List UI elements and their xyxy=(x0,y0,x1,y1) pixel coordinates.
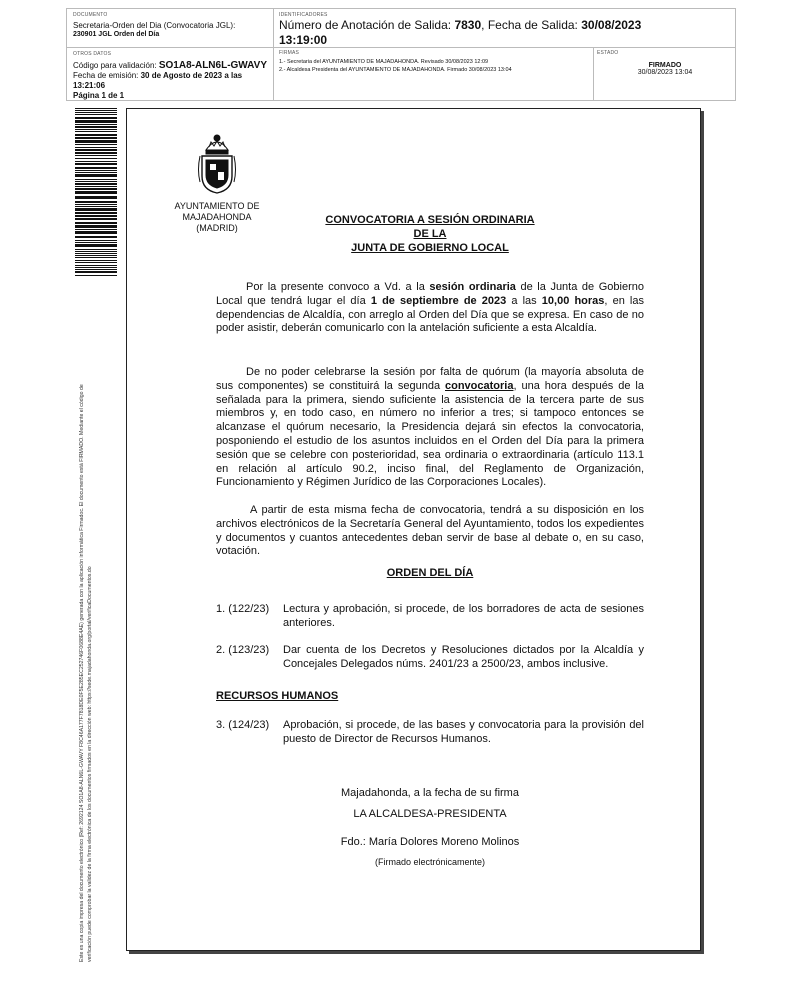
estado-cell xyxy=(597,50,733,76)
agenda-item-number: 1. (122/23) xyxy=(216,603,270,615)
validacion-block xyxy=(73,61,269,101)
registro-text xyxy=(279,18,729,48)
text-run: de la Junta de Gobierno Local que tendrá lugar el día xyxy=(216,281,644,307)
title-line: DE LA xyxy=(413,228,447,240)
signature-place: Majadahonda, a la fecha de su firma xyxy=(341,787,519,799)
registro-time: 13:19:00 xyxy=(279,33,328,47)
document-header xyxy=(66,8,736,101)
identificadores-label: IDENTIFICADORES xyxy=(279,12,328,18)
emision-date: 30 de Agosto de 2023 a las 13:21:06 xyxy=(73,71,243,90)
sidetext-line: verificación puede comprobar la validez de la firma electrónica de los documentos firmados en la dirección web: https://sede.majadahonda.org/portal/verificaDocumentos.do xyxy=(87,566,93,962)
estado-block xyxy=(597,62,733,76)
signature-note: (Firmado electrónicamente) xyxy=(374,857,486,867)
text-run: 10,00 horas xyxy=(541,294,605,307)
estado-label: ESTADO xyxy=(597,50,619,56)
text-run: , una hora después de la señalada para la primera, siendo suficiente la asistencia de la tercera parte de sus miembros y, en todo caso, en número no inferior a tres; si tampoco entonces se alcanzase el quórum necesario, la Presidencia dejará sin efectos la convocatoria, posponiendo el estudio de los asuntos incluidos en el Orden del Día para la primera sesión que se celebre con posterioridad, sea ordinaria o extraordinaria (artículo 113.1 en relación al artículo 90.2, inciso final, del Reglamento de Organización, Funcionamiento y Régimen Jurídico de las Corporaciones Locales). xyxy=(216,379,644,489)
estado-value: FIRMADO xyxy=(648,62,682,69)
paragraph-archivos xyxy=(216,504,644,559)
page-number: Página 1 de 1 xyxy=(73,91,125,100)
text-run: Por la presente convoco a Vd. a la xyxy=(246,281,430,293)
section-heading-rrhh: RECURSOS HUMANOS xyxy=(216,690,339,702)
identificadores-cell xyxy=(279,12,729,48)
validation-code: SO1A8-ALN6L-GWAVY xyxy=(158,60,268,71)
agenda-item-text: Dar cuenta de los Decretos y Resoluciones dictados por la Alcaldía y Concejales Delegados núms. 2401/23 a 2500/23, ambos inclusive. xyxy=(283,644,644,670)
text-run: sesión ordinaria xyxy=(429,281,516,293)
agenda-item xyxy=(216,643,644,671)
paragraph-convocatoria xyxy=(216,281,644,336)
barcode-icon xyxy=(75,108,117,276)
title-line: CONVOCATORIA A SESIÓN ORDINARIA xyxy=(325,214,535,226)
registro-mid: , Fecha de Salida: xyxy=(481,18,582,32)
otros-datos-cell xyxy=(73,51,269,101)
ayuntamiento-line: (MADRID) xyxy=(196,223,238,233)
text-run: A partir de esta misma fecha de convocatoria, tendrá a su disposición en los archivos electrónicos de la Secretaría General del Ayuntamiento, todos los expedientes y documentos y cuantos antecedentes deban servir de base al debate o, en su caso, votación. xyxy=(216,504,644,558)
header-divider xyxy=(273,9,274,100)
firmas-label: FIRMAS xyxy=(279,50,300,56)
text-run: , en las dependencias de Alcaldía, con arreglo al Orden del Día que se expresa. En caso de no poder asistir, deberán comunicarlo con la antelación suficiente a esta Alcaldía. xyxy=(216,294,644,335)
coat-of-arms-icon xyxy=(196,130,238,196)
agenda-item xyxy=(216,602,644,630)
registro-number: 7830 xyxy=(454,18,482,32)
text-run: a las xyxy=(506,294,542,307)
agenda-item-text: Aprobación, si procede, de las bases y convocatoria para la provisión del puesto de Director de Recursos Humanos. xyxy=(283,719,644,745)
agenda-item-number: 2. (123/23) xyxy=(216,644,270,656)
firmas-list xyxy=(279,58,591,74)
documento-label: DOCUMENTO xyxy=(73,12,108,18)
ayuntamiento-label xyxy=(160,201,274,234)
text-run: convocatoria xyxy=(445,379,514,392)
registro-prefix: Número de Anotación de Salida: xyxy=(279,18,455,32)
header-divider xyxy=(593,47,594,100)
verification-sidetext xyxy=(78,297,94,962)
estado-date: 30/08/2023 13:04 xyxy=(637,69,693,76)
documento-subtitle: 230901 JGL Orden del Día xyxy=(73,31,160,38)
otros-datos-label: OTROS DATOS xyxy=(73,51,112,57)
emision-prefix: Fecha de emisión: xyxy=(73,71,141,80)
firma-item: 2.- Alcaldesa Presidenta del AYUNTAMIENTO DE MAJADAHONDA. Firmado 30/08/2023 13:04 xyxy=(279,67,512,73)
firma-item: 1.- Secretaria del AYUNTAMIENTO DE MAJADAHONDA. Revisado 30/08/2023 12:09 xyxy=(279,59,489,65)
registro-date: 30/08/2023 xyxy=(581,18,642,32)
text-run: De no poder celebrarse la sesión por falta de quórum (la mayoría absoluta de sus componentes) se constituirá la segunda xyxy=(216,366,644,392)
text-run: 1 de septiembre de 2023 xyxy=(370,294,507,307)
validacion-prefix: Código para validación: xyxy=(73,61,159,70)
firmas-cell xyxy=(279,50,591,74)
document-title xyxy=(260,213,600,255)
agenda-item-text: Lectura y aprobación, si procede, de los borradores de acta de sesiones anteriores. xyxy=(283,603,644,629)
orden-del-dia-heading: ORDEN DEL DÍA xyxy=(386,567,474,579)
ayuntamiento-line: MAJADAHONDA xyxy=(182,212,252,222)
agenda-item-number: 3. (124/23) xyxy=(216,719,270,731)
ayuntamiento-line: AYUNTAMIENTO DE xyxy=(174,201,260,211)
agenda-item xyxy=(216,718,644,746)
title-line: JUNTA DE GOBIERNO LOCAL xyxy=(351,242,509,254)
signature-name: Fdo.: María Dolores Moreno Molinos xyxy=(340,836,520,848)
sidetext-line: Este es una copia impresa del documento electrónico (Ref: 2692124 SO1A8-ALN6L-GWAVY F8C46A177F7818DE0F5E285EC252746F0688E4AE) generada con la aplicación informática Firmadoc. El documento está FIRMADO. Mediante el código de xyxy=(79,384,85,962)
documento-cell xyxy=(73,12,269,38)
signature-role: LA ALCALDESA-PRESIDENTA xyxy=(353,808,507,820)
paragraph-quorum xyxy=(216,366,644,490)
documento-name: Secretaria-Orden del Dia (Convocatoria JGL): xyxy=(73,21,236,30)
